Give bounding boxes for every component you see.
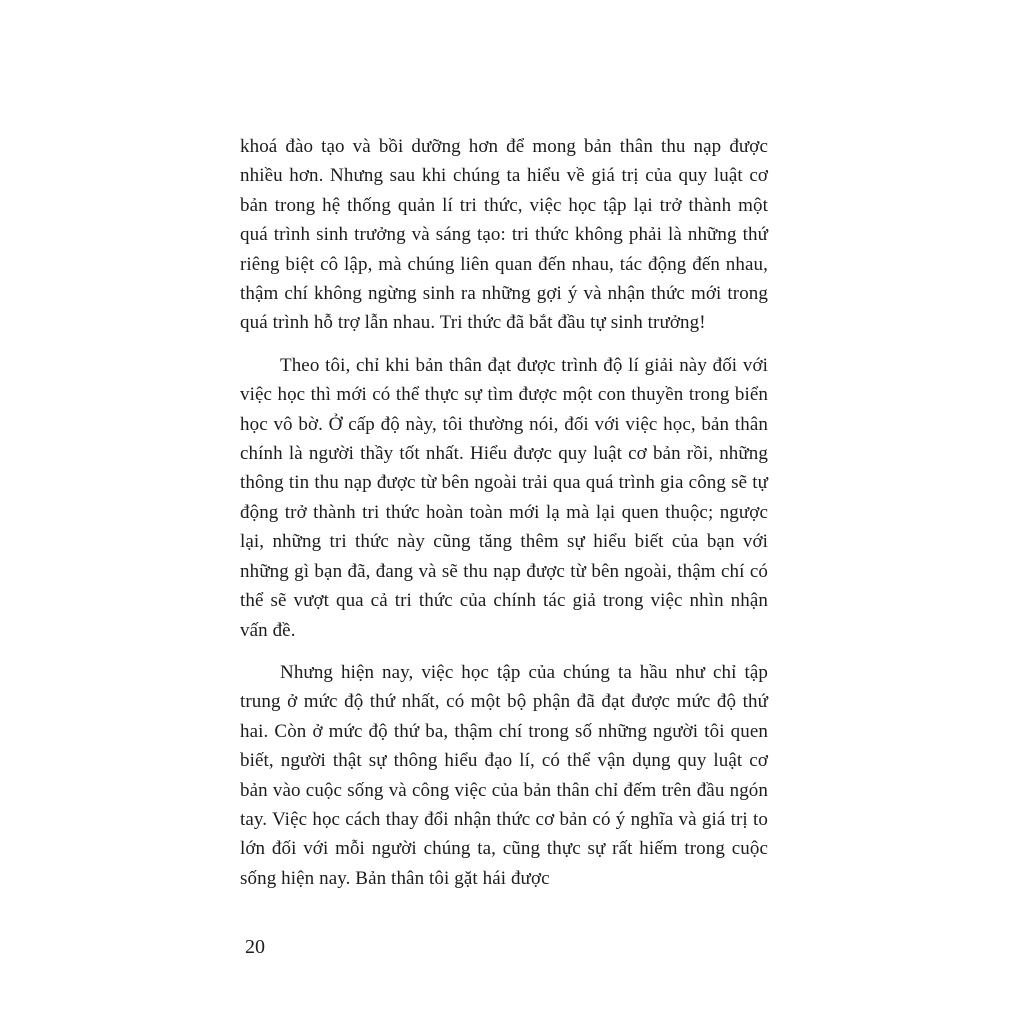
paragraph: khoá đào tạo và bồi dưỡng hơn để mong bản thân thu nạp được nhiều hơn. Nhưng sau khi chúng ta hiểu về giá trị của quy luật cơ bản trong hệ thống quản lí tri thức, việc học tập lại trở thành một quá trình sinh trưởng và sáng tạo: tri thức không phải là những thứ riêng biệt cô lập, mà chúng liên quan đến nhau, tác động đến nhau, thậm chí không ngừng sinh ra những gợi ý và nhận thức mới trong quá trình hỗ trợ lẫn nhau. Tri thức đã bắt đầu tự sinh trưởng! (240, 136, 768, 334)
paragraph: Theo tôi, chỉ khi bản thân đạt được trình độ lí giải này đối với việc học thì mới có thể thực sự tìm được một con thuyền trong biển học vô bờ. Ở cấp độ này, tôi thường nói, đối với việc học, bản thân chính là người thầy tốt nhất. Hiểu được quy luật cơ bản rồi, những thông tin thu nạp được từ bên ngoài trải qua quá trình gia công sẽ tự động trở thành tri thức hoàn toàn mới lạ mà lại quen thuộc; ngược lại, những tri thức này cũng tăng thêm sự hiểu biết của bạn với những gì bạn đã, đang và sẽ thu nạp được từ bên ngoài, thậm chí có thể sẽ vượt qua cả tri thức của chính tác giả trong việc nhìn nhận vấn đề. (240, 354, 768, 641)
paragraph: Nhưng hiện nay, việc học tập của chúng ta hầu như chỉ tập trung ở mức độ thứ nhất, có một bộ phận đã đạt được mức độ thứ hai. Còn ở mức độ thứ ba, thậm chí trong số những người tôi quen biết, người thật sự thông hiểu đạo lí, có thể vận dụng quy luật cơ bản vào cuộc sống và công việc của bản thân chỉ đếm trên đầu ngón tay. Việc học cách thay đổi nhận thức cơ bản có ý nghĩa và giá trị to lớn đối với mỗi người chúng ta, cũng thực sự rất hiếm trong cuộc sống hiện nay. Bản thân tôi gặt hái được (240, 661, 768, 889)
page-number: 20 (245, 936, 265, 958)
body-text-block (240, 132, 768, 906)
